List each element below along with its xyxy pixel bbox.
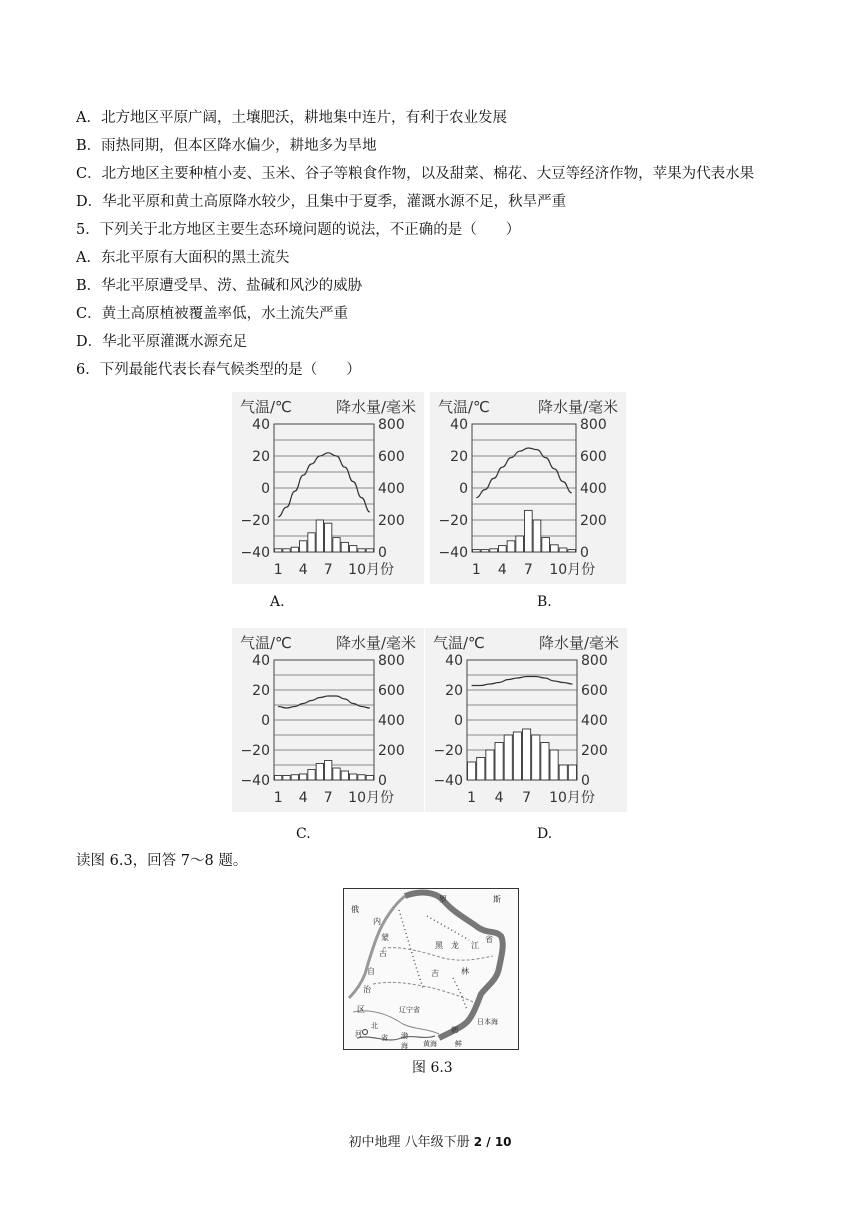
ytick-right: 400 <box>378 481 405 497</box>
map-label-e: 俄 <box>351 905 359 914</box>
climate-chart-d <box>425 628 627 812</box>
ytick-left: −20 <box>240 513 270 529</box>
temperature-line <box>476 448 571 498</box>
precip-bar <box>533 520 541 552</box>
precip-bar <box>275 549 282 552</box>
map-label-huanghai: 黄海 <box>423 1040 437 1048</box>
map-label-ji: 吉 <box>431 969 439 978</box>
ytick-left: 0 <box>261 713 270 729</box>
xtick: 4 <box>298 790 308 806</box>
map-label-long: 龙 <box>451 941 459 950</box>
option-label-b: B. <box>537 594 552 610</box>
ytick-left: 0 <box>454 713 463 729</box>
ytick-left: −20 <box>433 743 463 759</box>
ytick-left: −20 <box>240 743 270 759</box>
precip-bar <box>551 545 559 552</box>
precip-bar <box>495 743 503 781</box>
title-right: 降水量/毫米 <box>537 398 618 416</box>
precip-bar <box>300 774 307 780</box>
precip-bar <box>291 775 298 780</box>
q5-option-b: B．华北平原遭受旱、涝、盐碱和风沙的威胁 <box>76 278 363 294</box>
option-label-a: A. <box>270 594 285 610</box>
xtick: 10月份 <box>549 562 596 578</box>
map-label-qu: 区 <box>357 1005 365 1014</box>
ytick-left: 40 <box>252 417 270 433</box>
climate-chart-svg-b <box>430 392 626 584</box>
xtick: 7 <box>323 562 333 578</box>
precip-bar <box>513 732 521 780</box>
option-5-a-prev: A．北方地区平原广阔，土壤肥沃，耕地集中连片，有利于农业发展 <box>76 110 507 126</box>
xtick: 10月份 <box>549 790 595 806</box>
climate-chart-svg-a <box>232 392 424 584</box>
climate-chart-b <box>430 392 626 584</box>
ytick-right: 600 <box>378 683 405 699</box>
ytick-right: 400 <box>580 481 607 497</box>
ytick-right: 800 <box>580 417 607 433</box>
ytick-right: 0 <box>378 545 387 561</box>
title-left: 气温/℃ <box>433 634 485 652</box>
precip-bar <box>486 750 494 780</box>
map-label-hei: 黑 <box>435 941 443 950</box>
precip-bar <box>542 538 550 552</box>
ytick-right: 400 <box>581 713 608 729</box>
precip-bar <box>341 542 348 552</box>
precip-bar <box>568 550 576 552</box>
ytick-right: 200 <box>378 743 405 759</box>
precip-bar <box>350 774 357 780</box>
precip-bar <box>366 549 373 552</box>
climate-chart-c <box>232 628 424 812</box>
precip-bar <box>358 549 365 552</box>
ytick-left: −40 <box>240 545 270 561</box>
map-label-sheng: 省 <box>485 935 493 944</box>
ytick-left: 20 <box>252 683 270 699</box>
ytick-left: 0 <box>459 481 468 497</box>
title-right: 降水量/毫米 <box>335 398 416 416</box>
ytick-left: 40 <box>445 653 463 669</box>
map-label-bei: 北 <box>371 1022 378 1030</box>
map-label-nei: 内 <box>373 917 381 926</box>
map-label-lin: 林 <box>461 967 469 976</box>
option-label-c: C. <box>296 826 311 842</box>
precip-bar <box>507 541 515 552</box>
xtick: 1 <box>471 562 481 578</box>
ytick-left: 20 <box>450 449 468 465</box>
ytick-right: 400 <box>378 713 405 729</box>
precip-bar <box>559 765 567 780</box>
map-label-he: 河 <box>355 1030 362 1038</box>
map-label-hai: 海 <box>401 1042 408 1050</box>
xtick: 4 <box>298 562 308 578</box>
q5-option-c: C．黄土高原植被覆盖率低，水土流失严重 <box>76 306 349 322</box>
precip-bar <box>499 546 507 552</box>
map-label-zi: 自 <box>367 967 375 976</box>
map-label-zhi: 治 <box>363 985 371 994</box>
climate-chart-svg-d <box>425 628 627 812</box>
title-left: 气温/℃ <box>240 634 292 652</box>
map-label-bo: 渤 <box>401 1032 408 1040</box>
ytick-left: −20 <box>438 513 468 529</box>
precip-bar <box>523 729 531 780</box>
ytick-right: 600 <box>378 449 405 465</box>
map-label-luo: 罗 <box>439 895 447 904</box>
temperature-line <box>278 696 370 708</box>
precip-bar <box>350 546 357 552</box>
precip-bar <box>325 761 332 781</box>
xtick: 4 <box>497 562 507 578</box>
ytick-right: 0 <box>378 773 387 789</box>
page-footer <box>0 1131 860 1150</box>
precip-bar <box>468 762 476 780</box>
map-label-xian: 鲜 <box>455 1040 462 1048</box>
map-label-jiang: 江 <box>471 941 479 950</box>
precip-bar <box>275 776 282 781</box>
xtick: 7 <box>522 790 532 806</box>
ytick-left: −40 <box>433 773 463 789</box>
precip-bar <box>559 548 567 552</box>
northeast-china-map <box>343 888 519 1050</box>
map-label-hebei-sheng: 省 <box>381 1034 388 1042</box>
xtick: 1 <box>467 790 477 806</box>
precip-bar <box>481 550 489 552</box>
ytick-right: 800 <box>378 653 405 669</box>
map-label-ribenhai: 日本海 <box>477 1018 498 1026</box>
title-right: 降水量/毫米 <box>335 634 416 652</box>
page-number: 2 / 10 <box>473 1135 512 1149</box>
precip-bar <box>473 550 481 552</box>
xtick: 7 <box>523 562 533 578</box>
precip-bar <box>308 770 315 781</box>
ytick-left: 40 <box>252 653 270 669</box>
precip-bar <box>325 523 332 552</box>
ytick-right: 600 <box>580 449 607 465</box>
precip-bar <box>568 765 576 780</box>
precip-bar <box>300 541 307 552</box>
map-label-meng: 蒙 <box>381 933 389 942</box>
precip-bar <box>490 549 498 552</box>
precip-bar <box>516 536 524 552</box>
precip-bar <box>532 735 540 780</box>
precip-bar <box>333 768 340 780</box>
option-c-prev: C．北方地区主要种植小麦、玉米、谷子等粮食作物，以及甜菜、棉花、大豆等经济作物，苹果为代表水果 <box>76 166 755 182</box>
ytick-right: 200 <box>378 513 405 529</box>
question-6: 6．下列最能代表长春气候类型的是（ ） <box>76 362 361 378</box>
ytick-right: 200 <box>581 743 608 759</box>
ytick-left: −40 <box>240 773 270 789</box>
option-b-prev: B．雨热同期，但本区降水偏少，耕地多为旱地 <box>76 138 377 154</box>
footer-text: 初中地理 八年级下册 <box>348 1135 474 1150</box>
option-d-prev: D．华北平原和黄土高原降水较少，且集中于夏季，灌溉水源不足，秋旱严重 <box>76 194 567 210</box>
map-label-chao: 朝 <box>451 1026 458 1034</box>
precip-bar <box>283 776 290 781</box>
title-left: 气温/℃ <box>240 398 292 416</box>
ytick-left: 20 <box>445 683 463 699</box>
xtick: 7 <box>323 790 333 806</box>
ytick-left: 20 <box>252 449 270 465</box>
q5-option-a: A．东北平原有大面积的黑土流失 <box>76 250 290 266</box>
xtick: 4 <box>494 790 504 806</box>
precip-bar <box>341 771 348 780</box>
ytick-left: −40 <box>438 545 468 561</box>
xtick: 1 <box>273 562 283 578</box>
precip-bar <box>316 520 323 552</box>
ytick-right: 0 <box>580 545 589 561</box>
xtick: 10月份 <box>348 790 394 806</box>
map-label-si: 斯 <box>493 895 501 904</box>
ytick-right: 800 <box>581 653 608 669</box>
option-label-d: D. <box>537 826 553 842</box>
ytick-right: 600 <box>581 683 608 699</box>
temperature-line <box>472 677 573 686</box>
figure-caption: 图 6.3 <box>412 1060 453 1076</box>
ytick-left: 40 <box>450 417 468 433</box>
precip-bar <box>283 549 290 552</box>
precip-bar <box>316 764 323 781</box>
xtick: 1 <box>273 790 283 806</box>
map-label-gu: 古 <box>379 949 387 958</box>
ytick-right: 800 <box>378 417 405 433</box>
xtick: 10月份 <box>348 562 394 578</box>
read-instruction: 读图 6.3，回答 7～8 题。 <box>76 853 248 869</box>
ytick-left: 0 <box>261 481 270 497</box>
precip-bar <box>477 758 485 781</box>
temperature-line <box>278 453 370 517</box>
ytick-right: 200 <box>580 513 607 529</box>
precip-bar <box>333 538 340 552</box>
map-label-liaoning: 辽宁省 <box>399 1006 420 1014</box>
title-right: 降水量/毫米 <box>538 634 619 652</box>
climate-chart-svg-c <box>232 628 424 812</box>
question-5: 5．下列关于北方地区主要生态环境问题的说法，不正确的是（ ） <box>76 222 521 238</box>
precip-bar <box>541 743 549 781</box>
precip-bar <box>550 750 558 780</box>
precip-bar <box>504 735 512 780</box>
climate-chart-a <box>232 392 424 584</box>
title-left: 气温/℃ <box>438 398 490 416</box>
precip-bar <box>358 775 365 780</box>
precip-bar <box>291 547 298 552</box>
ytick-right: 0 <box>581 773 590 789</box>
q5-option-d: D．华北平原灌溉水源充足 <box>76 334 248 350</box>
precip-bar <box>308 533 315 552</box>
precip-bar <box>525 510 533 552</box>
precip-bar <box>366 776 373 781</box>
